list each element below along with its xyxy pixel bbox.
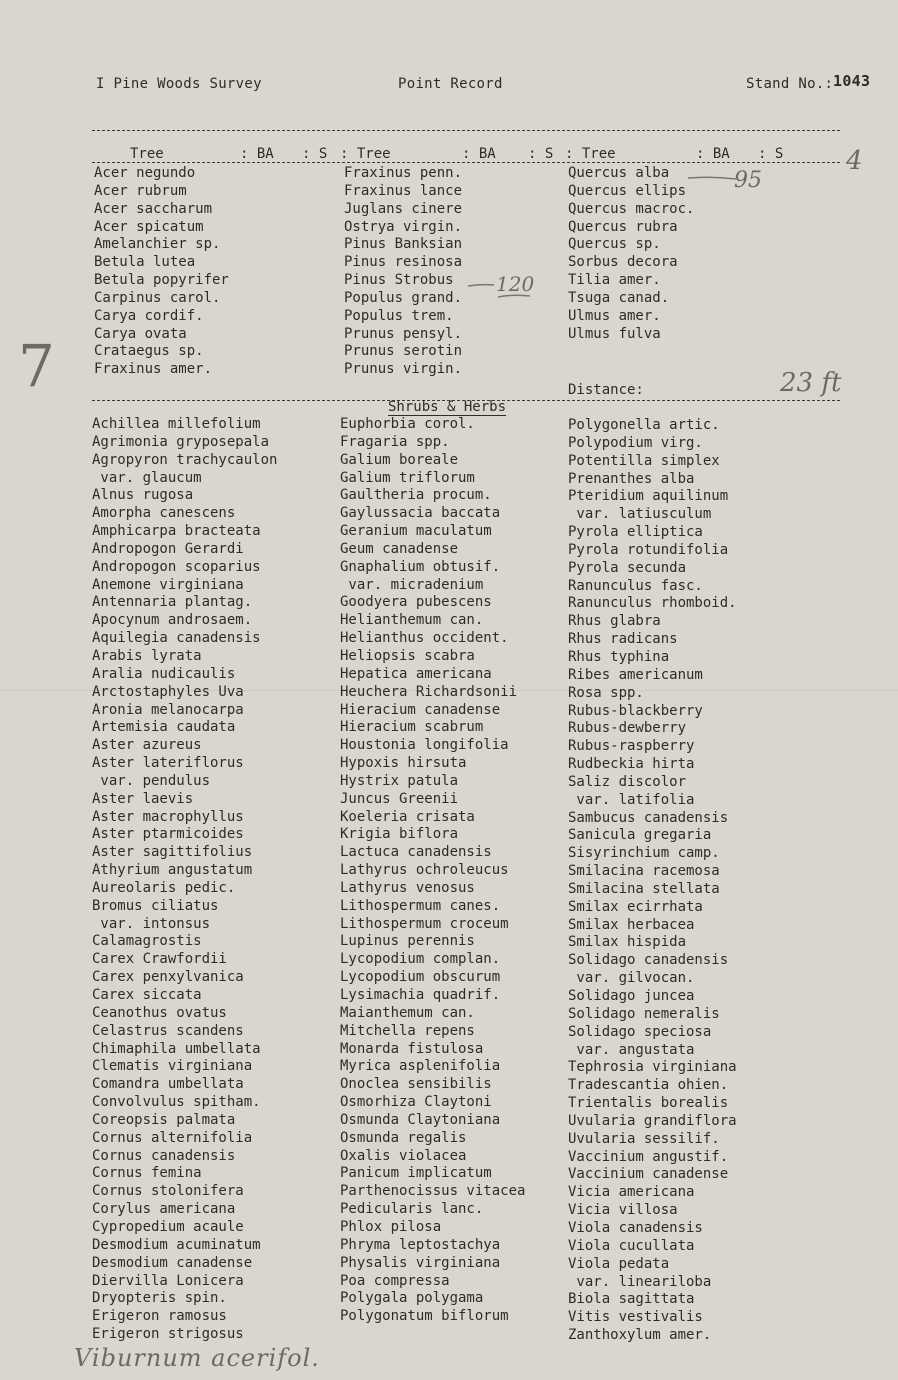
shrub-entry: Cornus stolonifera (92, 1183, 244, 1200)
shrub-entry: Carex penxylvanica (92, 969, 244, 986)
tree-entry: Pinus Banksian (344, 236, 463, 253)
shrub-entry: Fragaria spp. (340, 433, 450, 450)
shrub-entry: Aralia nudicaulis (92, 665, 236, 682)
shrub-entry: Pyrola secunda (568, 559, 687, 576)
shrub-entry: Cornus femina (92, 1165, 202, 1182)
shrub-entry: Panicum implicatum (340, 1165, 492, 1182)
shrub-entry: Andropogon scoparius (92, 558, 261, 575)
shrub-entry: Hystrix patula (340, 772, 459, 789)
shrub-entry: Achillea millefolium (92, 416, 261, 432)
tree-entry: Fraxinus penn. (344, 165, 463, 181)
shrub-entry: Pyrola rotundifolia (568, 541, 729, 558)
handwritten-pine-ba: 120 (496, 272, 535, 296)
shrubs-title: Shrubs & Herbs (388, 399, 507, 415)
header-rule (92, 162, 840, 163)
shrub-entry: Gaultheria procum. (340, 487, 492, 504)
shrub-entry: Rhus typhina (568, 648, 670, 665)
shrub-entry: Phryma leptostachya (340, 1236, 501, 1253)
tree-list-3 (568, 165, 694, 343)
shrub-entry: var. micradenium (340, 576, 484, 593)
shrub-entry: Heuchera Richardsonii (340, 683, 518, 700)
shrub-entry: Rubus-raspberry (568, 738, 695, 755)
shrub-entry: Uvularia grandiflora (568, 1112, 737, 1129)
shrub-entry: Pyrola elliptica (568, 524, 703, 541)
shrub-entry: Lycopodium obscurum (340, 969, 501, 986)
tree-entry: Carpinus carol. (94, 289, 221, 306)
shrub-entry: Aster ptarmicoides (92, 826, 244, 843)
shrub-entry: Osmunda Claytoniana (340, 1111, 501, 1128)
shrub-entry: Carex siccata (92, 987, 202, 1003)
stand-label: Stand No.: (746, 76, 834, 92)
stand-number: 1043 (833, 72, 871, 90)
col-header-ba-2: : BA (462, 146, 496, 162)
shrub-entry: Artemisia caudata (92, 719, 236, 736)
shrub-entry: Clematis virginiana (92, 1058, 253, 1075)
shrub-entry: Chimaphila umbellata (92, 1040, 261, 1057)
shrub-entry: Erigeron ramosus (92, 1308, 227, 1325)
shrub-entry: Coreopsis palmata (92, 1111, 236, 1128)
shrub-entry: Hieracium scabrum (340, 719, 484, 736)
shrub-entry: var. gilvocan. (568, 970, 695, 987)
shrub-entry: Ranunculus fasc. (568, 577, 703, 594)
shrub-entry: Pteridium aquilinum (568, 488, 729, 505)
shrub-entry: Aster azureus (92, 737, 202, 754)
shrub-entry: Parthenocissus vitacea (340, 1183, 526, 1200)
tree-entry: Pinus resinosa (344, 254, 463, 271)
survey-title: I Pine Woods Survey (96, 76, 262, 92)
shrub-entry: Desmodium canadense (92, 1254, 253, 1271)
paper-fold (0, 690, 898, 691)
shrub-entry: Viola pedata (568, 1255, 670, 1272)
shrub-entry: Convolvulus spitham. (92, 1094, 261, 1111)
shrub-entry: Aster sagittifolius (92, 844, 253, 861)
shrub-entry: Athyrium angustatum (92, 862, 253, 879)
handwritten-dash-pine (466, 280, 546, 302)
shrub-entry: var. angustata (568, 1041, 695, 1058)
tree-entry: Quercus alba (568, 165, 670, 181)
col-header-s-3: : S (758, 146, 784, 162)
shrub-entry: Antennaria plantag. (92, 594, 253, 611)
shrub-entry: Lathyrus ochroleucus (340, 862, 509, 879)
shrub-entry: Carex Crawfordii (92, 951, 227, 968)
shrub-entry: Aronia melanocarpa (92, 701, 244, 718)
shrub-entry: Celastrus scandens (92, 1022, 244, 1039)
shrub-entry: var. intonsus (92, 915, 211, 932)
tree-entry: Quercus macroc. (568, 200, 695, 217)
shrub-entry: Myrica asplenifolia (340, 1058, 501, 1075)
tree-entry: Prunus pensyl. (344, 325, 463, 342)
shrub-entry: Calamagrostis (92, 933, 202, 950)
tree-entry: Juglans cinere (344, 200, 463, 217)
shrub-entry: Polypodium virg. (568, 434, 703, 451)
shrub-entry: Vicia americana (568, 1184, 695, 1201)
tree-entry: Acer rubrum (94, 182, 187, 199)
shrub-entry: Aster lateriflorus (92, 755, 244, 772)
handwritten-distance: 23 ft (780, 368, 842, 398)
shrub-entry: Trientalis borealis (568, 1095, 729, 1112)
tree-list-1 (94, 165, 229, 379)
shrub-entry: var. pendulus (92, 772, 211, 789)
shrub-entry: Rubus-blackberry (568, 702, 703, 719)
shrub-entry: Hepatica americana (340, 665, 492, 682)
tree-entry: Populus trem. (344, 307, 454, 324)
tree-entry: Quercus ellips (568, 182, 687, 199)
shrub-entry: Polygonatum biflorum (340, 1308, 509, 1325)
shrub-entry: Lithospermum canes. (340, 897, 501, 914)
shrub-entry: Sanicula gregaria (568, 827, 712, 844)
shrub-entry: Biola sagittata (568, 1291, 695, 1308)
record-type: Point Record (398, 76, 503, 92)
shrub-entry: Geranium maculatum (340, 523, 492, 540)
shrub-entry: Vitis vestivalis (568, 1309, 703, 1326)
shrub-entry: Physalis virginiana (340, 1254, 501, 1271)
tree-entry: Prunus virgin. (344, 361, 463, 378)
shrub-entry: Poa compressa (340, 1272, 450, 1289)
shrub-entry: Diervilla Lonicera (92, 1272, 244, 1289)
tree-entry: Fraxinus lance (344, 182, 463, 199)
tree-entry: Carya cordif. (94, 307, 204, 324)
shrub-entry: Tephrosia virginiana (568, 1059, 737, 1076)
shrub-entry: Galium triflorum (340, 469, 475, 486)
shrub-entry: Smilax ecirrhata (568, 898, 703, 915)
shrub-entry: Osmorhiza Claytoni (340, 1094, 492, 1111)
shrub-list-3 (568, 417, 737, 1345)
shrub-entry: Potentilla simplex (568, 452, 720, 469)
shrub-entry: Solidago speciosa (568, 1023, 712, 1040)
shrub-entry: Hypoxis hirsuta (340, 755, 467, 772)
tree-entry: Crataegus sp. (94, 343, 204, 360)
shrub-entry: Osmunda regalis (340, 1129, 467, 1146)
tree-entry: Fraxinus amer. (94, 361, 213, 378)
shrub-entry: Krigia biflora (340, 826, 459, 843)
shrub-entry: Cornus canadensis (92, 1147, 236, 1164)
shrub-entry: Polygonella artic. (568, 417, 720, 433)
shrub-entry: Comandra umbellata (92, 1076, 244, 1093)
shrub-entry: Smilax hispida (568, 934, 687, 951)
shrub-entry: Helianthus occident. (340, 630, 509, 647)
shrub-entry: Monarda fistulosa (340, 1040, 484, 1057)
shrub-entry: Prenanthes alba (568, 470, 695, 487)
shrub-entry: Apocynum androsaem. (92, 612, 253, 629)
shrub-entry: Viola canadensis (568, 1219, 703, 1236)
shrub-entry: Zanthoxylum amer. (568, 1327, 712, 1344)
shrub-entry: Vaccinium canadense (568, 1166, 729, 1183)
shrub-entry: Aster macrophyllus (92, 808, 244, 825)
shrub-entry: Smilacina stellata (568, 880, 720, 897)
tree-entry: Tsuga canad. (568, 289, 670, 306)
tree-entry: Betula popyrifer (94, 272, 229, 289)
col-header-s-1: : S (302, 146, 328, 162)
shrub-entry: Cornus alternifolia (92, 1129, 253, 1146)
shrub-entry: Rubus-dewberry (568, 720, 687, 737)
shrub-entry: Ceanothus ovatus (92, 1004, 227, 1021)
col-header-ba-1: : BA (240, 146, 274, 162)
shrub-entry: Geum canadense (340, 540, 459, 557)
shrub-entry: Viola cucullata (568, 1237, 695, 1254)
handwritten-margin-mark: 7 (18, 332, 55, 400)
shrub-entry: Bromus ciliatus (92, 897, 219, 914)
shrub-entry: Amorpha canescens (92, 505, 236, 522)
shrub-entry: Gnaphalium obtusif. (340, 558, 501, 575)
tree-list-2 (344, 165, 462, 379)
shrub-entry: Aquilegia canadensis (92, 630, 261, 647)
shrub-entry: Ranunculus rhomboid. (568, 595, 737, 612)
shrub-entry: Rhus glabra (568, 613, 661, 630)
col-header-tree-3: : Tree (565, 146, 616, 162)
tree-entry: Acer negundo (94, 165, 196, 181)
shrub-entry: Agrimonia gryposepala (92, 433, 270, 450)
shrub-entry: Cypropedium acaule (92, 1218, 244, 1235)
tree-entry: Sorbus decora (568, 254, 678, 271)
shrub-entry: Vaccinium angustif. (568, 1148, 729, 1165)
shrub-list-2 (340, 416, 525, 1326)
shrub-entry: Tradescantia ohien. (568, 1077, 729, 1094)
shrub-entry: Desmodium acuminatum (92, 1236, 261, 1253)
shrub-entry: Lysimachia quadrif. (340, 987, 501, 1003)
shrub-entry: Lactuca canadensis (340, 844, 492, 861)
tree-entry: Ulmus amer. (568, 307, 661, 324)
tree-entry: Acer saccharum (94, 200, 213, 217)
shrub-entry: Anemone virginiana (92, 576, 244, 593)
shrub-entry: Andropogon Gerardi (92, 540, 244, 557)
col-header-ba-3: : BA (696, 146, 730, 162)
shrub-entry: Alnus rugosa (92, 487, 194, 504)
shrub-entry: Hieracium canadense (340, 701, 501, 718)
shrub-entry: Onoclea sensibilis (340, 1076, 492, 1093)
shrub-entry: Rosa spp. (568, 684, 644, 701)
shrub-entry: var. latiusculum (568, 506, 712, 523)
shrub-list-1 (92, 416, 277, 1344)
shrub-entry: Phlox pilosa (340, 1218, 442, 1235)
shrub-entry: Agropyron trachycaulon (92, 451, 278, 468)
tree-entry: Carya ovata (94, 325, 187, 342)
shrub-entry: Aureolaris pedic. (92, 879, 236, 896)
shrub-entry: Uvularia sessilif. (568, 1130, 720, 1147)
shrub-entry: Amphicarpa bracteata (92, 523, 261, 540)
tree-entry: Betula lutea (94, 254, 196, 271)
tree-entry: Populus grand. (344, 289, 463, 306)
tree-entry: Ostrya virgin. (344, 218, 463, 235)
shrub-entry: Lupinus perennis (340, 933, 475, 950)
shrub-entry: var. latifolia (568, 791, 695, 808)
shrub-entry: Vicia villosa (568, 1202, 678, 1219)
shrub-entry: Lithospermum croceum (340, 915, 509, 932)
top-rule (92, 130, 840, 131)
shrub-entry: Smilax herbacea (568, 916, 695, 933)
shrub-entry: Arabis lyrata (92, 647, 202, 664)
tree-entry: Ulmus fulva (568, 325, 661, 342)
shrub-entry: Houstonia longifolia (340, 737, 509, 754)
tree-entry: Quercus sp. (568, 236, 661, 253)
shrub-entry: Helianthemum can. (340, 612, 484, 629)
col-header-tree-1: Tree (130, 146, 164, 162)
col-header-s-2: : S (528, 146, 554, 162)
shrub-entry: Lathyrus venosus (340, 879, 475, 896)
shrub-entry: Gaylussacia baccata (340, 505, 501, 522)
shrub-entry: Aster laevis (92, 790, 194, 807)
tree-entry: Tilia amer. (568, 272, 661, 289)
col-header-tree-2: : Tree (340, 146, 391, 162)
distance-label: Distance: (568, 382, 644, 398)
tree-entry: Prunus serotin (344, 343, 463, 360)
tree-entry: Quercus rubra (568, 218, 678, 235)
shrub-entry: Juncus Greenii (340, 790, 459, 807)
shrub-entry: Lycopodium complan. (340, 951, 501, 968)
shrub-entry: Maianthemum can. (340, 1004, 475, 1021)
shrub-entry: Rhus radicans (568, 631, 678, 648)
tree-entry: Amelanchier sp. (94, 236, 221, 253)
handwritten-s-mark: 4 (846, 146, 863, 176)
shrub-entry: Heliopsis scabra (340, 647, 475, 664)
shrub-entry: Oxalis violacea (340, 1147, 467, 1164)
shrub-entry: Ribes americanum (568, 666, 703, 683)
handwritten-dash-oak (686, 174, 738, 182)
shrub-entry: Arctostaphyles Uva (92, 683, 244, 700)
shrub-entry: Erigeron strigosus (92, 1326, 244, 1343)
tree-entry: Acer spicatum (94, 218, 204, 235)
shrub-entry: Saliz discolor (568, 773, 687, 790)
handwritten-oak-ba: 95 (734, 168, 762, 193)
shrub-entry: Dryopteris spin. (92, 1290, 227, 1307)
shrub-entry: Rudbeckia hirta (568, 756, 695, 773)
shrub-entry: Goodyera pubescens (340, 594, 492, 611)
shrub-entry: var. lineariloba (568, 1273, 712, 1290)
shrub-entry: Corylus americana (92, 1201, 236, 1218)
shrub-entry: Solidago canadensis (568, 952, 729, 969)
handwritten-bottom-note: Viburnum acerifol. (74, 1344, 320, 1372)
shrub-entry: Koeleria crisata (340, 808, 475, 825)
tree-entry: Pinus Strobus (344, 272, 454, 289)
shrub-entry: Solidago juncea (568, 988, 695, 1004)
shrub-entry: Polygala polygama (340, 1290, 484, 1307)
shrub-entry: Mitchella repens (340, 1022, 475, 1039)
shrub-entry: Solidago nemeralis (568, 1005, 720, 1022)
shrub-entry: Sisyrinchium camp. (568, 845, 720, 862)
shrub-entry: Galium boreale (340, 451, 459, 468)
shrub-entry: Sambucus canadensis (568, 809, 729, 826)
shrub-entry: var. glaucum (92, 469, 202, 486)
shrub-entry: Pedicularis lanc. (340, 1201, 484, 1218)
shrub-entry: Euphorbia corol. (340, 416, 475, 432)
shrub-entry: Smilacina racemosa (568, 863, 720, 880)
